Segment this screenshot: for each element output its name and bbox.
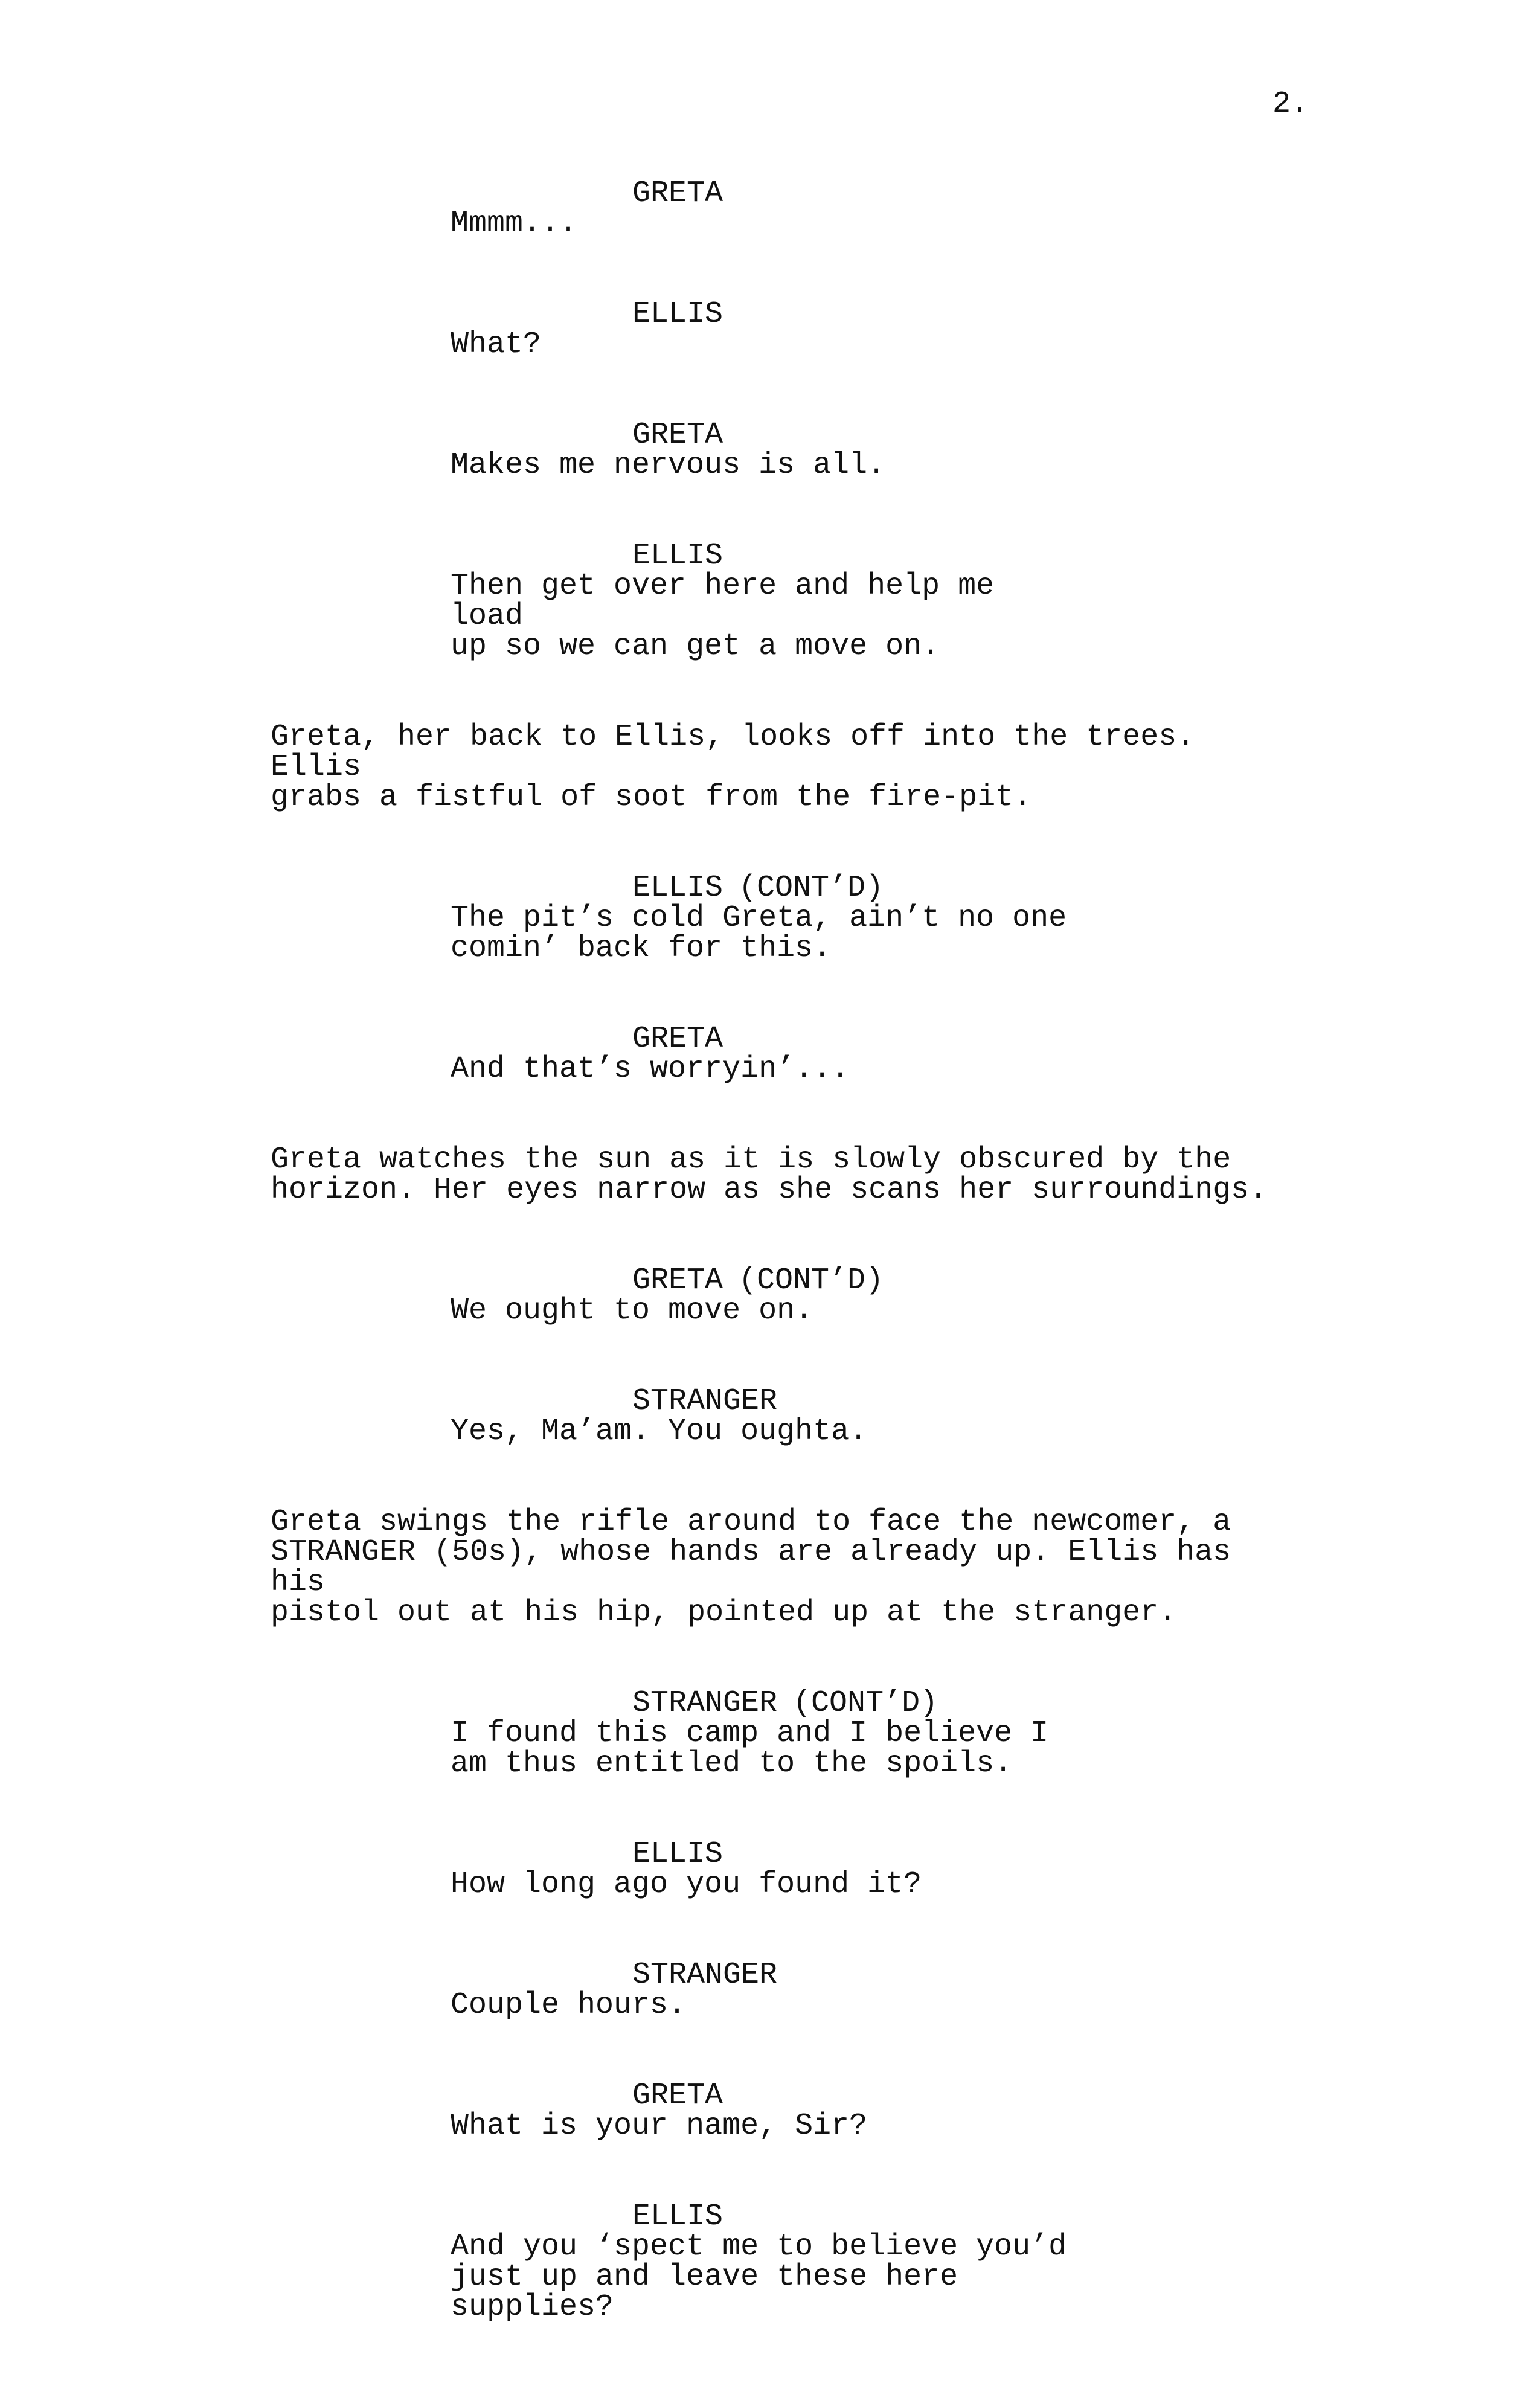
character-extension: (CONT’D) — [739, 871, 884, 905]
dialogue-block — [0, 873, 1540, 964]
character-name: ELLIS — [632, 297, 723, 332]
character-cue — [632, 420, 1540, 451]
dialogue-block — [0, 2199, 1540, 2324]
dialogue-text: I found this camp and I believe I am thus entitled to the spoils. — [451, 1716, 1049, 1781]
character-name: ELLIS — [632, 2199, 723, 2234]
dialogue-block — [0, 1839, 1540, 1900]
character-extension: (CONT’D) — [793, 1686, 938, 1721]
dialogue-block — [0, 541, 1540, 662]
character-name: GRETA — [632, 418, 723, 452]
character-name: STRANGER — [632, 1384, 778, 1419]
action-text: Greta swings the rifle around to face the newcomer, a STRANGER (50s), whose hands are already up. Ellis has his pistol out at his hip, pointed up at the stranger. — [271, 1505, 1231, 1630]
character-cue — [632, 1384, 1540, 1419]
character-cue — [632, 2081, 1540, 2111]
character-name: GRETA — [632, 1022, 723, 1056]
dialogue-text: Couple hours. — [451, 1988, 687, 2022]
page-number: 2. — [1272, 87, 1309, 121]
character-cue — [632, 176, 1540, 211]
dialogue-text: What is your name, Sir? — [451, 2109, 868, 2143]
character-name: GRETA — [632, 2079, 723, 2113]
dialogue-text: Then get over here and help me load up so we can get a move on. — [451, 569, 995, 664]
dialogue-block — [0, 1024, 1540, 1085]
dialogue-block — [0, 176, 1540, 241]
character-name: GRETA — [632, 176, 723, 211]
dialogue-text: We ought to move on. — [451, 1294, 813, 1328]
character-cue — [632, 2199, 1540, 2234]
action-block — [0, 1145, 1540, 1205]
action-text: Greta watches the sun as it is slowly obscured by the horizon. Her eyes narrow as she scans her surroundings. — [271, 1143, 1268, 1207]
character-cue — [632, 873, 1540, 903]
character-cue — [632, 541, 1540, 571]
action-text: Greta, her back to Ellis, looks off into the trees. Ellis grabs a fistful of soot from the fire-pit. — [271, 720, 1195, 815]
action-block — [0, 722, 1540, 813]
dialogue-text: And you ‘spect me to believe you’d just up and leave these here supplies? — [451, 2230, 1067, 2324]
character-extension: (CONT’D) — [739, 1263, 884, 1298]
dialogue-text: And that’s worryin’... — [451, 1052, 850, 1086]
dialogue-text: What? — [451, 327, 542, 362]
dialogue-block — [0, 1263, 1540, 1328]
dialogue-block — [0, 420, 1540, 481]
dialogue-block — [0, 1384, 1540, 1449]
character-cue — [632, 1839, 1540, 1870]
dialogue-text: Yes, Ma’am. You oughta. — [451, 1414, 868, 1449]
character-name: ELLIS — [632, 871, 723, 905]
dialogue-block — [0, 297, 1540, 362]
dialogue-text: The pit’s cold Greta, ain’t no one comin’ back for this. — [451, 901, 1067, 966]
dialogue-text: Mmmm... — [451, 207, 578, 241]
dialogue-text: How long ago you found it? — [451, 1867, 922, 1902]
character-cue — [632, 297, 1540, 332]
character-name: ELLIS — [632, 1837, 723, 1871]
screenplay-body — [0, 176, 1540, 2383]
character-cue — [632, 1960, 1540, 1990]
character-name: STRANGER — [632, 1686, 778, 1721]
dialogue-block — [0, 2081, 1540, 2141]
character-cue — [632, 1686, 1540, 1721]
dialogue-block — [0, 1686, 1540, 1781]
dialogue-text: Makes me nervous is all. — [451, 448, 886, 483]
dialogue-block — [0, 1960, 1540, 2021]
character-name: GRETA — [632, 1263, 723, 1298]
character-cue — [632, 1263, 1540, 1298]
action-block — [0, 1507, 1540, 1628]
character-name: STRANGER — [632, 1958, 778, 1992]
character-name: ELLIS — [632, 539, 723, 573]
character-cue — [632, 1024, 1540, 1054]
